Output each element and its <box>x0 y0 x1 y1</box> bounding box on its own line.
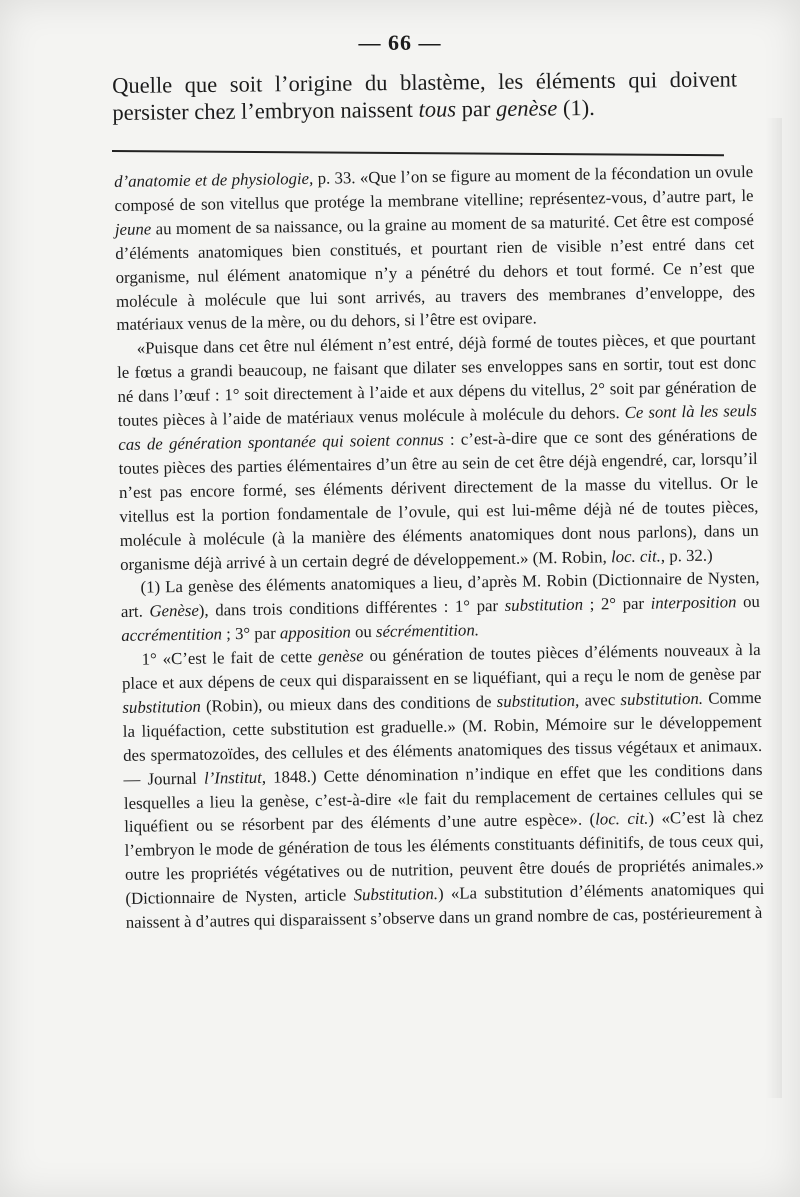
note-text: ou <box>350 622 377 642</box>
note-text: ), dans trois conditions différentes : 1° par <box>198 596 505 621</box>
lead-text: Quelle que soit l’origine du blastème, les éléments qui doivent persister chez l’embryon naissent <box>112 66 738 125</box>
page-edge-shadow <box>766 118 782 1098</box>
footnote-continuation <box>114 160 756 337</box>
note-italic: substitution. <box>620 688 704 710</box>
note-italic: d’anatomie et de physiologie, <box>114 168 314 191</box>
note-italic: loc. cit. <box>610 545 661 566</box>
note-text: ) «La substitution d’éléments anatomiques qui naissent à d’autres qui disparaissent s’observe dans un grand nombre de cas, postérieurement à <box>125 879 765 932</box>
footnote-1 <box>120 566 760 648</box>
note-italic: loc. cit. <box>595 809 649 829</box>
note-italic: sécrémentition. <box>375 620 480 642</box>
footnote-rule <box>112 150 724 156</box>
note-italic: l’Institut <box>203 767 262 788</box>
note-text: Comme la liquéfaction, cette substitution est graduelle.» (M. Robin, Mémoire sur le développement des spermatozoïdes, des cellules et des éléments anatomiques des tissus végétaux et animaux. — Journal <box>122 687 763 789</box>
note-italic: interposition <box>650 592 737 613</box>
note-italic: Ce sont là les seuls cas de génération spontanée qui soient connus <box>118 400 758 454</box>
lead-italic-genese: genèse <box>495 95 558 121</box>
note-text: ; 2° par <box>582 593 651 614</box>
note-italic: Genèse <box>149 601 199 621</box>
footnote-ref: (1). <box>557 94 595 121</box>
note-text: p. 33. «Que l’on se figure au moment de la fécondation un ovule composé de son vitellus que protége la membrane vitelline; représentez-vous, d’autre part, le <box>114 161 754 215</box>
note-text: : c’est-à-dire que ce sont des générations de toutes pièces des parties élémentaires d’un être au sein de cet être déjà engendré, car, lorsqu’il n’est pas encore formé, ses éléments dérivent directement de la masse du vitellus. Or le vitellus est la portion fondamentale de l’ovule, qui est lui-même déjà né de toutes pièces, molécule à molécule (à la manière des éléments anatomiques dont nous parlons), dans un organisme déjà arrivé à un certain degré de développement.» (M. Robin, <box>118 424 759 574</box>
note-italic: genèse <box>317 646 364 666</box>
note-text: «Puisque dans cet être nul élément n’est entré, déjà formé de toutes pièces, et que pourtant le fœtus a grandi beaucoup, ne faisant que dilater ses enveloppes sans en sortir, tout est donc né dans l’œuf : 1° soit directement à l’aide et aux dépens du vitellus, 2° soit par génération de toutes pièces à l’aide de matériaux venus molécule à molécule du dehors. <box>117 329 757 431</box>
note-italic: substitution <box>504 595 584 616</box>
note-text: (Robin), ou mieux dans des conditions de <box>200 691 497 716</box>
footnotes <box>114 160 765 935</box>
lead-text: par <box>455 95 497 122</box>
footnote-substitution-paragraph <box>122 638 765 935</box>
note-italic: jeune <box>114 219 152 239</box>
note-text: , p. 32.) <box>660 545 713 565</box>
note-italic: substitution <box>496 690 576 711</box>
note-text: ou génération de toutes pièces d’éléments nouveaux à la place et aux dépens de ceux qui disparaissent en se liquéfiant, qui a reçu le nom de genèse par <box>121 640 762 693</box>
note-text: , 1848.) Cette dénomination n’indique en effet que les conditions dans lesquelles a lieu la genèse, c’est-à-dire «le fait du remplacement de certaines cellules qui se liquéfient ou se résorbent par des éléments d’une autre espèce». ( <box>123 759 764 837</box>
note-italic: apposition <box>279 622 351 643</box>
note-text: ou <box>736 592 760 612</box>
note-text: au moment de sa naissance, ou la graine au moment de sa maturité. Cet être est composé d’éléments anatomiques bien constitués, et pourtant rien de visible n’est entré dans cet organisme, nul élément anatomique n’y a pénétré du dehors et tout formé. Ce n’est que molécule à molécule que lui sont arrivés, au travers des membranes d’enveloppe, des matériaux venus de la mère, ou du dehors, si l’être est ovipare. <box>115 209 756 335</box>
page-number: — 66 — <box>358 30 442 55</box>
note-text: ; 3° par <box>221 623 281 644</box>
note-text: 1° «C’est le fait de cette <box>141 646 319 669</box>
note-text: (1) La genèse des éléments anatomiques a lieu, d’après M. Robin (Dictionnaire de Nysten, art. <box>120 568 760 622</box>
lead-italic-tous: tous <box>418 96 457 122</box>
note-text: , avec <box>574 690 621 710</box>
note-text: ) «C’est là chez l’embryon le mode de génération de tous les éléments constituants définitifs, de tous ceux qui, outre les propriétés végétatives ou de nutrition, peuvent être doués de propriétés animales.» (Dictionnaire de Nysten, article <box>124 807 765 909</box>
footnote-quote-paragraph <box>117 327 760 576</box>
note-italic: Substitution. <box>353 884 439 905</box>
main-paragraph <box>112 65 738 126</box>
note-italic: substitution <box>122 696 201 717</box>
note-italic: accrémentition <box>121 624 223 646</box>
